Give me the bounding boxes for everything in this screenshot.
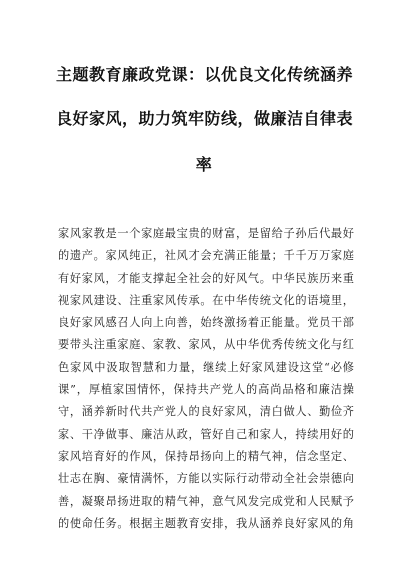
body-line: 壮志在胸、豪情满怀，方能以实际行动带动全社会崇德向 [58, 472, 354, 486]
body-line: 课”，厚植家国情怀，保持共产党人的高尚品格和廉洁操 [58, 383, 354, 397]
body-line: 守，涵养新时代共产党人的良好家风，清白做人、勤俭齐 [58, 405, 354, 419]
body-line: 有好家风，才能支撑起全社会的好风气。中华民族历来重 [58, 271, 354, 285]
body-line: 良好家风感召人向上向善，始终激扬着正能量。党员干部 [58, 316, 354, 330]
body-line: 的遗产。家风纯正，社风才会充满正能量；千千万万家庭 [58, 249, 354, 263]
body-line: 家风家教是一个家庭最宝贵的财富，是留给子孙后代最好 [58, 227, 354, 240]
body-line: 视家风建设、注重家风传承。在中华传统文化的语境里， [58, 293, 354, 307]
body-line: 善，凝聚昂扬进取的精气神，意气风发完成党和人民赋予 [58, 494, 354, 508]
body-line: 的使命任务。根据主题教育安排，我从涵养良好家风的角 [58, 516, 354, 530]
body-line: 色家风中汲取智慧和力量，继续上好家风建设这堂“必修 [58, 360, 354, 374]
title-line-2: 良好家风，助力筑牢防线，做廉洁自律表 [56, 109, 354, 128]
body-line: 家风培育好的作风，保持昂扬向上的精气神，信念坚定、 [58, 449, 354, 463]
document-title [56, 62, 352, 178]
body-line: 家、干净做事、廉洁从政，管好自己和家人，持续用好的 [58, 427, 354, 441]
title-line-1: 主题教育廉政党课：以优良文化传统涵养 [56, 65, 354, 84]
body-line: 要带头注重家庭、家教、家风，从中华优秀传统文化与红 [58, 338, 354, 352]
body-paragraph [58, 223, 354, 535]
title-line-3: 率 [195, 155, 213, 174]
